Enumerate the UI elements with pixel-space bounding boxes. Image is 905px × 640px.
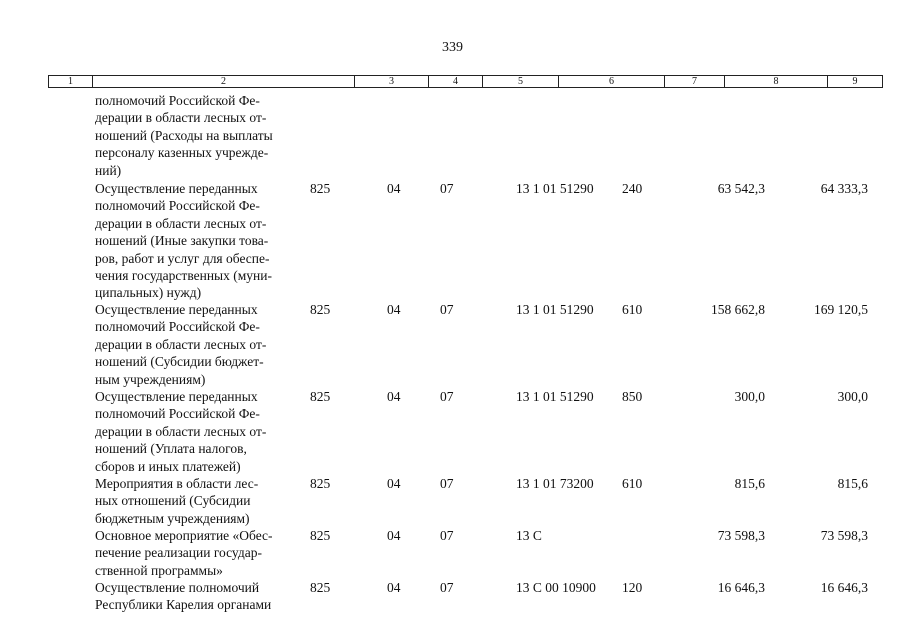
row-section: 04 <box>387 389 401 404</box>
row-section: 04 <box>387 302 401 317</box>
column-header-3: 3 <box>354 76 428 87</box>
row-ministry-code: 825 <box>310 302 331 317</box>
column-header-2: 2 <box>92 76 354 87</box>
column-header-1: 1 <box>68 76 73 87</box>
row-expense-type: 850 <box>622 389 643 404</box>
row-amount-col8: 63 542,3 <box>717 181 765 196</box>
row-target-article: 13 1 01 73200 <box>516 476 594 491</box>
row-description: Осуществление переданных полномочий Российской Фе- дерации в области лесных от- ношений (Уплата налогов, сборов и иных платежей) <box>95 389 267 474</box>
row-expense-type: 610 <box>622 302 643 317</box>
column-header-4: 4 <box>428 76 482 87</box>
row-ministry-code: 825 <box>310 389 331 404</box>
row-amount-col9: 73 598,3 <box>820 528 868 543</box>
row-amount-col8: 300,0 <box>734 389 765 404</box>
row-amount-col9: 16 646,3 <box>820 580 868 595</box>
row-ministry-code: 825 <box>310 476 331 491</box>
column-header-6: 6 <box>558 76 664 87</box>
row-subsection: 07 <box>440 181 454 196</box>
row-amount-col8: 815,6 <box>734 476 765 491</box>
row-target-article: 13 С 00 10900 <box>516 580 596 595</box>
row-subsection: 07 <box>440 389 454 404</box>
row-description: Мероприятия в области лес- ных отношений (Субсидии бюджетным учреждениям) <box>95 476 259 526</box>
row-target-article: 13 С <box>516 528 542 543</box>
row-target-article: 13 1 01 51290 <box>516 389 594 404</box>
row-subsection: 07 <box>440 528 454 543</box>
column-header-8: 8 <box>724 76 827 87</box>
row-ministry-code: 825 <box>310 580 331 595</box>
row-description: Осуществление переданных полномочий Российской Фе- дерации в области лесных от- ношений (Иные закупки това- ров, работ и услуг для обеспе- чения государственных (муни- ципальных) нужд) <box>95 181 272 301</box>
row-amount-col9: 169 120,5 <box>814 302 868 317</box>
row-target-article: 13 1 01 51290 <box>516 302 594 317</box>
row-amount-col8: 158 662,8 <box>711 302 765 317</box>
row-description: Осуществление полномочий Республики Карелия органами <box>95 580 272 613</box>
row-section: 04 <box>387 476 401 491</box>
row-section: 04 <box>387 580 401 595</box>
row-description: Основное мероприятие «Обес- печение реализации государ- ственной программы» <box>95 528 273 578</box>
row-subsection: 07 <box>440 302 454 317</box>
row-section: 04 <box>387 181 401 196</box>
row-subsection: 07 <box>440 580 454 595</box>
row-expense-type: 120 <box>622 580 643 595</box>
row-ministry-code: 825 <box>310 528 331 543</box>
row-amount-col9: 64 333,3 <box>820 181 868 196</box>
row-amount-col9: 815,6 <box>837 476 868 491</box>
row-amount-col8: 16 646,3 <box>717 580 765 595</box>
row-subsection: 07 <box>440 476 454 491</box>
row-ministry-code: 825 <box>310 181 331 196</box>
row-description: Осуществление переданных полномочий Российской Фе- дерации в области лесных от- ношений (Субсидии бюджет- ным учреждениям) <box>95 302 267 387</box>
column-header-row <box>48 75 883 88</box>
column-header-5: 5 <box>482 76 558 87</box>
page-number: 339 <box>442 40 463 55</box>
column-header-9: 9 <box>827 76 882 87</box>
row-expense-type: 610 <box>622 476 643 491</box>
row-amount-col9: 300,0 <box>837 389 868 404</box>
row-expense-type: 240 <box>622 181 643 196</box>
row-section: 04 <box>387 528 401 543</box>
continued-description: полномочий Российской Фе- дерации в области лесных от- ношений (Расходы на выплаты персоналу казенных учрежде- ний) <box>95 93 273 178</box>
column-header-7: 7 <box>664 76 724 87</box>
row-target-article: 13 1 01 51290 <box>516 181 594 196</box>
row-amount-col8: 73 598,3 <box>717 528 765 543</box>
